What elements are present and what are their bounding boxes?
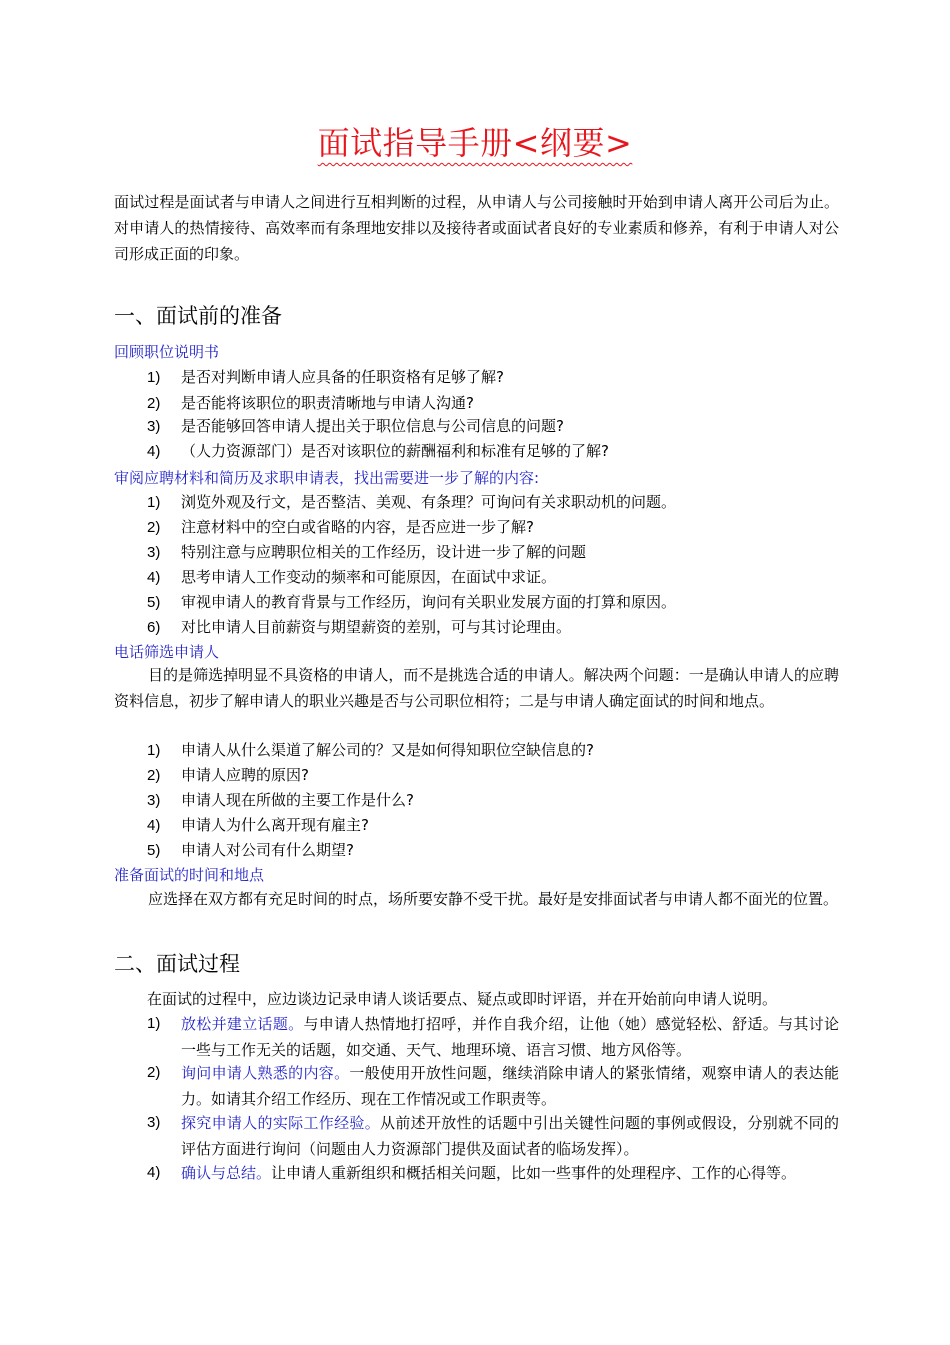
list-text: （人力资源部门）是否对该职位的薪酬福利和标准有足够的了解? (181, 442, 609, 460)
list-number: 4) (147, 1164, 161, 1181)
list-number: 3) (147, 1114, 161, 1131)
list-text: 申请人应聘的原因? (181, 766, 309, 784)
list-text: 一般使用开放性问题，继续消除申请人的紧张情绪，观察申请人的表达能力。如请其介绍工作经历、现在工作情况或工作职责等。 (181, 1064, 839, 1108)
list-number: 3) (147, 792, 161, 809)
section-2-intro: 在面试的过程中，应边谈边记录申请人谈话要点、疑点或即时评语，并在开始前向申请人说明。 (147, 990, 778, 1008)
list-text: 思考申请人工作变动的频率和可能原因，在面试中求证。 (181, 568, 557, 586)
list-text: 从前述开放性的话题中引出关键性问题的事例或假设，分别就不同的评估方面进行询问（问题由人力资源部门提供及面试者的临场发挥）。 (181, 1114, 839, 1158)
list-item (147, 438, 609, 465)
list-item (147, 762, 309, 789)
list-number: 3) (147, 544, 161, 561)
section-1-sub-3-heading: 电话筛选申请人 (114, 643, 220, 661)
list-number: 1) (147, 742, 161, 759)
section-1-sub-1-heading: 回顾职位说明书 (114, 343, 220, 361)
list-text: 是否对判断申请人应具备的任职资格有足够了解? (181, 368, 504, 386)
list-number: 4) (147, 443, 161, 460)
section-1-heading: 一、面试前的准备 (114, 304, 282, 328)
list-number: 2) (147, 767, 161, 784)
list-number: 2) (147, 519, 161, 536)
list-number: 1) (147, 494, 161, 511)
list-number: 1) (147, 369, 161, 386)
list-text: 对比申请人目前薪资与期望薪资的差别，可与其讨论理由。 (181, 618, 572, 636)
list-text: 申请人现在所做的主要工作是什么? (181, 791, 414, 809)
list-number: 5) (147, 594, 161, 611)
list-number: 2) (147, 1064, 161, 1081)
list-lead: 询问申请人熟悉的内容。 (181, 1064, 350, 1082)
list-number: 2) (147, 395, 161, 412)
list-text: 特别注意与应聘职位相关的工作经历，设计进一步了解的问题 (181, 543, 587, 561)
list-text: 审视申请人的教育背景与工作经历，询问有关职业发展方面的打算和原因。 (181, 593, 677, 611)
list-number: 4) (147, 569, 161, 586)
list-item (147, 614, 571, 641)
list-number: 3) (147, 418, 161, 435)
section-2-heading: 二、面试过程 (114, 952, 240, 976)
list-item (147, 589, 676, 616)
page-title: 面试指导手册<纲要> (317, 124, 633, 162)
list-text: 与申请人热情地打招呼，并作自我介绍，让他（她）感觉轻松、舒适。与其讨论一些与工作无关的话题，如交通、天气、地理环境、语言习惯、地方风俗等。 (181, 1015, 839, 1059)
section-1-sub-2-heading: 审阅应聘材料和简历及求职申请表，找出需要进一步了解的内容: (114, 469, 540, 487)
list-item (147, 514, 534, 541)
list-number: 1) (147, 1015, 161, 1032)
phone-screen-paragraph: 目的是筛选掉明显不具资格的申请人，而不是挑选合适的申请人。解决两个问题：一是确认申请人的应聘资料信息，初步了解申请人的职业兴趣是否与公司职位相符；二是与申请人确定面试的时间和地点。 (114, 666, 839, 710)
intro-paragraph: 面试过程是面试者与申请人之间进行互相判断的过程，从申请人与公司接触时开始到申请人离开公司后为止。对申请人的热情接待、高效率而有条理地安排以及接待者或面试者良好的专业素质和修养，有利于申请人对公司形成正面的印象。 (114, 193, 839, 263)
list-number: 6) (147, 619, 161, 636)
list-number: 5) (147, 842, 161, 859)
list-text: 是否能够回答申请人提出关于职位信息与公司信息的问题? (181, 417, 564, 435)
list-item (147, 489, 676, 516)
list-text: 申请人对公司有什么期望? (181, 841, 354, 859)
list-item (147, 787, 414, 814)
section-1-sub-4-heading: 准备面试的时间和地点 (114, 866, 265, 884)
list-lead: 放松并建立话题。 (181, 1015, 304, 1033)
list-item (147, 837, 354, 864)
list-item (147, 564, 556, 591)
list-lead: 确认与总结。 (181, 1164, 272, 1182)
list-text: 让申请人重新组织和概括相关问题，比如一些事件的处理程序、工作的心得等。 (271, 1164, 797, 1182)
list-text: 浏览外观及行文，是否整洁、美观、有条理？可询问有关求职动机的问题。 (181, 493, 677, 511)
list-item (147, 737, 594, 764)
list-text: 注意材料中的空白或省略的内容，是否应进一步了解? (181, 518, 534, 536)
list-lead: 探究申请人的实际工作经验。 (181, 1114, 381, 1132)
list-item (147, 364, 504, 391)
list-text: 申请人为什么离开现有雇主? (181, 816, 369, 834)
list-item (147, 812, 369, 839)
list-item (147, 413, 564, 440)
list-item (147, 539, 586, 566)
list-number: 4) (147, 817, 161, 834)
time-place-paragraph: 应选择在双方都有充足时间的时点，场所要安静不受干扰。最好是安排面试者与申请人都不面光的位置。 (148, 890, 839, 908)
list-text: 申请人从什么渠道了解公司的？又是如何得知职位空缺信息的? (181, 741, 594, 759)
list-text: 是否能将该职位的职责清晰地与申请人沟通? (181, 394, 474, 412)
